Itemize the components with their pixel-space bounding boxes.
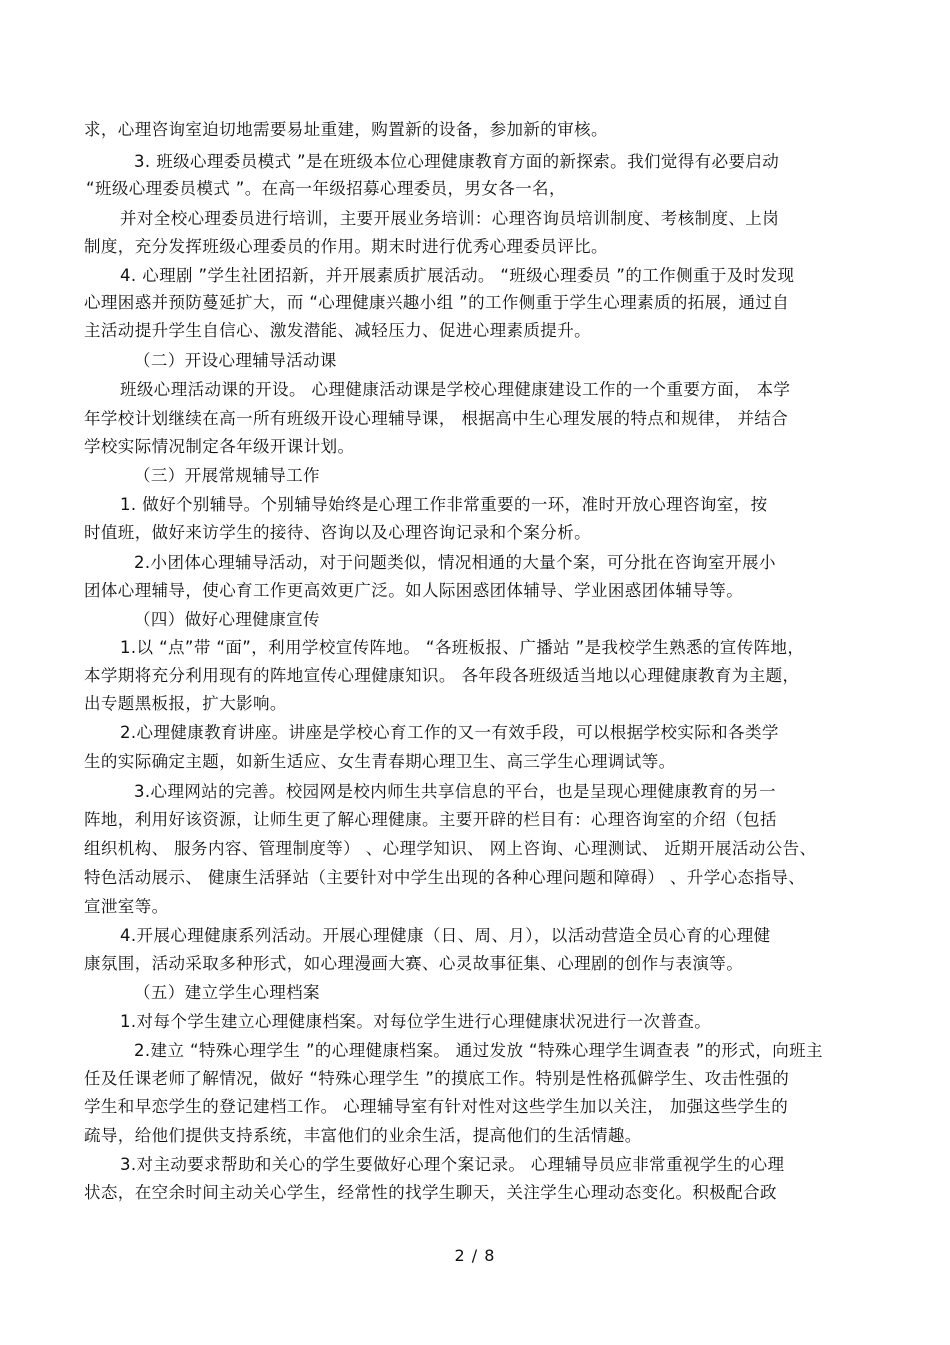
- text-line: 并对全校心理委员进行培训，主要开展业务培训：心理咨询员培训制度、考核制度、上岗: [120, 209, 780, 228]
- text-line: 任及任课老师了解情况，做好 “特殊心理学生 ”的摸底工作。特别是性格孤僻学生、攻击性强的: [84, 1069, 790, 1088]
- text-line: 生的实际确定主题，如新生适应、女生青春期心理卫生、高三学生心理调试等。: [84, 752, 676, 771]
- text-line: 主活动提升学生自信心、激发潜能、减轻压力、促进心理素质提升。: [84, 321, 591, 340]
- text-line: 3.对主动要求帮助和关心的学生要做好心理个案记录。 心理辅导员应非常重视学生的心理: [120, 1155, 785, 1174]
- text-line: 阵地，利用好该资源，让师生更了解心理健康。主要开辟的栏目有：心理咨询室的介绍（包括: [84, 810, 777, 829]
- text-line: 求，心理咨询室迫切地需要易址重建，购置新的设备，参加新的审核。: [84, 120, 608, 139]
- text-line: 2.心理健康教育讲座。讲座是学校心育工作的又一有效手段，可以根据学校实际和各类学: [120, 723, 779, 742]
- text-line: 学生和早恋学生的登记建档工作。 心理辅导室有针对性对这些学生加以关注， 加强这些学生的: [84, 1097, 789, 1116]
- text-line: 3.心理网站的完善。校园网是校内师生共享信息的平台，也是呈现心理健康教育的另一: [134, 782, 776, 801]
- text-line: 团体心理辅导，使心育工作更高效更广泛。如人际困惑团体辅导、学业困惑团体辅导等。: [84, 581, 744, 600]
- text-line: 疏导，给他们提供支持系统，丰富他们的业余生活，提高他们的生活情趣。: [84, 1126, 642, 1145]
- text-line: 康氛围，活动采取多种形式，如心理漫画大赛、心灵故事征集、心理剧的创作与表演等。: [84, 954, 744, 973]
- text-line: 时值班，做好来访学生的接待、咨询以及心理咨询记录和个案分析。: [84, 523, 591, 542]
- text-line: 学校实际情况制定各年级开课计划。: [84, 437, 355, 456]
- text-line: 出专题黑板报，扩大影响。: [84, 694, 287, 713]
- page-number: 2 / 8: [454, 1246, 496, 1265]
- text-line: 本学期将充分利用现有的阵地宣传心理健康知识。 各年段各班级适当地以心理健康教育为主题，: [84, 666, 800, 685]
- text-line: 1.对每个学生建立心理健康档案。对每位学生进行心理健康状况进行一次普查。: [120, 1012, 712, 1031]
- text-line: 特色活动展示、 健康生活驿站（主要针对中学生出现的各种心理问题和障碍） 、升学心态指导、: [84, 868, 806, 887]
- text-line: 制度，充分发挥班级心理委员的作用。期末时进行优秀心理委员评比。: [84, 237, 608, 256]
- text-line: 4.开展心理健康系列活动。开展心理健康（日、周、月），以活动营造全员心育的心理健: [120, 926, 771, 945]
- text-line: 2.小团体心理辅导活动，对于问题类似，情况相通的大量个案，可分批在咨询室开展小: [134, 553, 776, 572]
- text-line: 1.以 “点”带 “面”，利用学校宣传阵地。 “各班板报、广播站 ”是我校学生熟悉的宣传阵地，: [120, 638, 805, 657]
- section-heading: （二）开设心理辅导活动课: [134, 351, 337, 370]
- section-heading: （五）建立学生心理档案: [134, 983, 320, 1002]
- section-heading: （四）做好心理健康宣传: [134, 610, 320, 629]
- text-line: 班级心理活动课的开设。 心理健康活动课是学校心理健康建设工作的一个重要方面， 本学: [120, 380, 791, 399]
- text-line: 4. 心理剧 ”学生社团招新，并开展素质扩展活动。 “班级心理委员 ”的工作侧重于及时发现: [120, 266, 795, 285]
- text-line: 宣泄室等。: [84, 897, 169, 916]
- text-line: 心理困惑并预防蔓延扩大，而 “心理健康兴趣小组 ”的工作侧重于学生心理素质的拓展，通过自: [84, 293, 790, 312]
- text-line: 年学校计划继续在高一所有班级开设心理辅导课， 根据高中生心理发展的特点和规律， 并结合: [84, 409, 789, 428]
- text-line: “班级心理委员模式 ”。在高一年级招募心理委员，男女各一名，: [86, 179, 566, 198]
- text-line: 组织机构、 服务内容、管理制度等） 、心理学知识、 网上咨询、心理测试、 近期开展活动公告、: [84, 839, 817, 858]
- text-line: 状态，在空余时间主动关心学生，经常性的找学生聊天，关注学生心理动态变化。积极配合政: [84, 1183, 777, 1202]
- text-line: 3. 班级心理委员模式 ”是在班级本位心理健康教育方面的新探索。我们觉得有必要启动: [134, 152, 780, 171]
- text-line: 2.建立 “特殊心理学生 ”的心理健康档案。 通过发放 “特殊心理学生调查表 ”的形式，向班主: [134, 1041, 823, 1060]
- text-line: 1. 做好个别辅导。个别辅导始终是心理工作非常重要的一环，准时开放心理咨询室，按: [120, 495, 768, 514]
- section-heading: （三）开展常规辅导工作: [134, 466, 320, 485]
